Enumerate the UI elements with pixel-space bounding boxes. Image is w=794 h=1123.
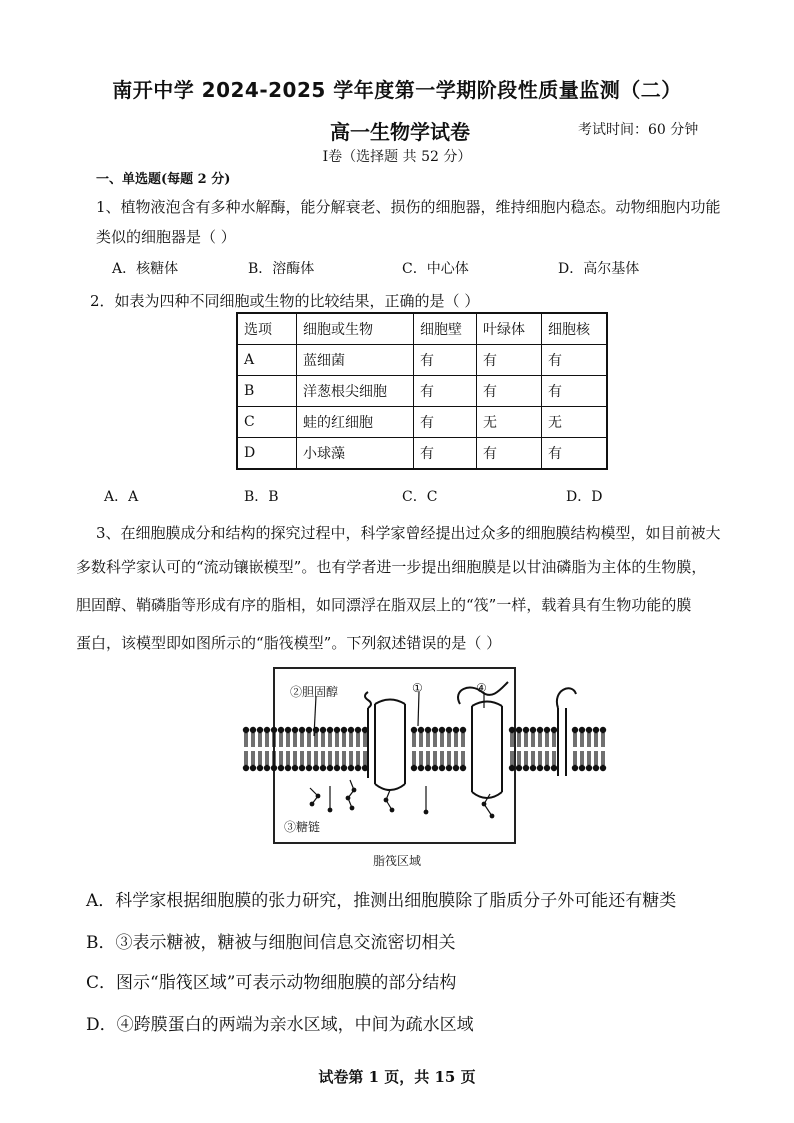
table-cell: C — [237, 407, 297, 438]
q2-stem: 2．如表为四种不同细胞或生物的比较结果，正确的是（ ） — [90, 292, 480, 310]
q2-option-b: B．B — [244, 489, 279, 505]
table-cell: 有 — [414, 376, 477, 407]
q3-option-a: A．科学家根据细胞膜的张力研究，推测出细胞膜除了脂质分子外可能还有糖类 — [86, 891, 677, 911]
label-protein-1: ① — [412, 681, 423, 695]
table-cell: 洋葱根尖细胞 — [297, 376, 414, 407]
table-cell: 小球藻 — [297, 438, 414, 470]
figure-caption: 脂筏区域 — [372, 854, 421, 868]
table-cell: 无 — [542, 407, 608, 438]
q3-stem-line1: 3、在细胞膜成分和结构的探究过程中，科学家曾经提出过众多的细胞膜结构模型，如目前被大 — [96, 524, 721, 542]
table-cell: A — [237, 345, 297, 376]
comparison-table — [236, 312, 608, 470]
q3-option-b: B．③表示糖被，糖被与细胞间信息交流密切相关 — [86, 933, 456, 953]
table-row — [237, 345, 607, 376]
table-header-cell: 细胞或生物 — [297, 313, 414, 345]
q1-option-b: B．溶酶体 — [248, 261, 315, 277]
table-cell: 有 — [477, 345, 542, 376]
protein-1 — [375, 700, 405, 791]
table-cell: 有 — [477, 376, 542, 407]
section-heading: 一、单选题(每题 2 分) — [96, 172, 231, 187]
q3-stem-line3: 胆固醇、鞘磷脂等形成有序的脂相，如同漂浮在脂双层上的“筏”一样，载着具有生物功能的膜 — [76, 596, 692, 614]
table-cell: 有 — [477, 438, 542, 470]
sugar-chain — [310, 780, 492, 816]
label-sugar-chain: ③糖链 — [284, 820, 321, 834]
page-footer: 试卷第 1 页，共 15 页 — [318, 1068, 476, 1086]
table-cell: 蛙的红细胞 — [297, 407, 414, 438]
exam-subtitle: 高一生物学试卷 — [330, 120, 470, 144]
table-cell: 蓝细菌 — [297, 345, 414, 376]
q2-option-d: D．D — [566, 489, 603, 505]
q1-option-a: A．核糖体 — [112, 261, 179, 277]
q1-option-c: C．中心体 — [402, 261, 469, 277]
table-header-cell: 选项 — [237, 313, 297, 345]
table-row — [237, 407, 607, 438]
table-row — [237, 376, 607, 407]
table-cell: 有 — [542, 345, 608, 376]
q2-option-c: C．C — [402, 489, 438, 505]
table-cell: 有 — [414, 407, 477, 438]
q3-stem-line2: 多数科学家认可的“流动镶嵌模型”。也有学者进一步提出细胞膜是以甘油磷脂为主体的生物膜， — [76, 558, 707, 576]
q2-option-a: A．A — [104, 489, 139, 505]
exam-time: 考试时间：60 分钟 — [578, 122, 699, 138]
exam-title: 南开中学 2024-2025 学年度第一学期阶段性质量监测（二） — [112, 78, 682, 102]
table-header-cell: 叶绿体 — [477, 313, 542, 345]
label-cholesterol: ②胆固醇 — [290, 685, 339, 699]
table-cell: 无 — [477, 407, 542, 438]
q3-option-d: D．④跨膜蛋白的两端为亲水区域，中间为疏水区域 — [86, 1015, 474, 1035]
table-cell: 有 — [542, 376, 608, 407]
q1-stem-line2: 类似的细胞器是（ ） — [96, 228, 236, 246]
q3-stem-line4: 蛋白，该模型即如图所示的“脂筏模型”。下列叙述错误的是（ ） — [76, 634, 502, 652]
volume-heading: Ⅰ卷（选择题 共 52 分） — [322, 149, 472, 165]
protein-4 — [472, 702, 502, 799]
table-cell: B — [237, 376, 297, 407]
table-header-cell: 细胞核 — [542, 313, 608, 345]
table-header-cell: 细胞壁 — [414, 313, 477, 345]
table-header-row — [237, 313, 607, 345]
table-cell: 有 — [414, 438, 477, 470]
q3-option-c: C．图示“脂筏区域”可表示动物细胞膜的部分结构 — [86, 973, 457, 993]
q1-stem-line1: 1、植物液泡含有多种水解酶，能分解衰老、损伤的细胞器，维持细胞内稳态。动物细胞内功能 — [96, 198, 721, 216]
table-row — [237, 438, 607, 470]
table-cell: D — [237, 438, 297, 470]
q1-option-d: D．高尔基体 — [558, 261, 640, 277]
table-cell: 有 — [542, 438, 608, 470]
table-cell: 有 — [414, 345, 477, 376]
label-protein-4: ④ — [476, 681, 487, 695]
